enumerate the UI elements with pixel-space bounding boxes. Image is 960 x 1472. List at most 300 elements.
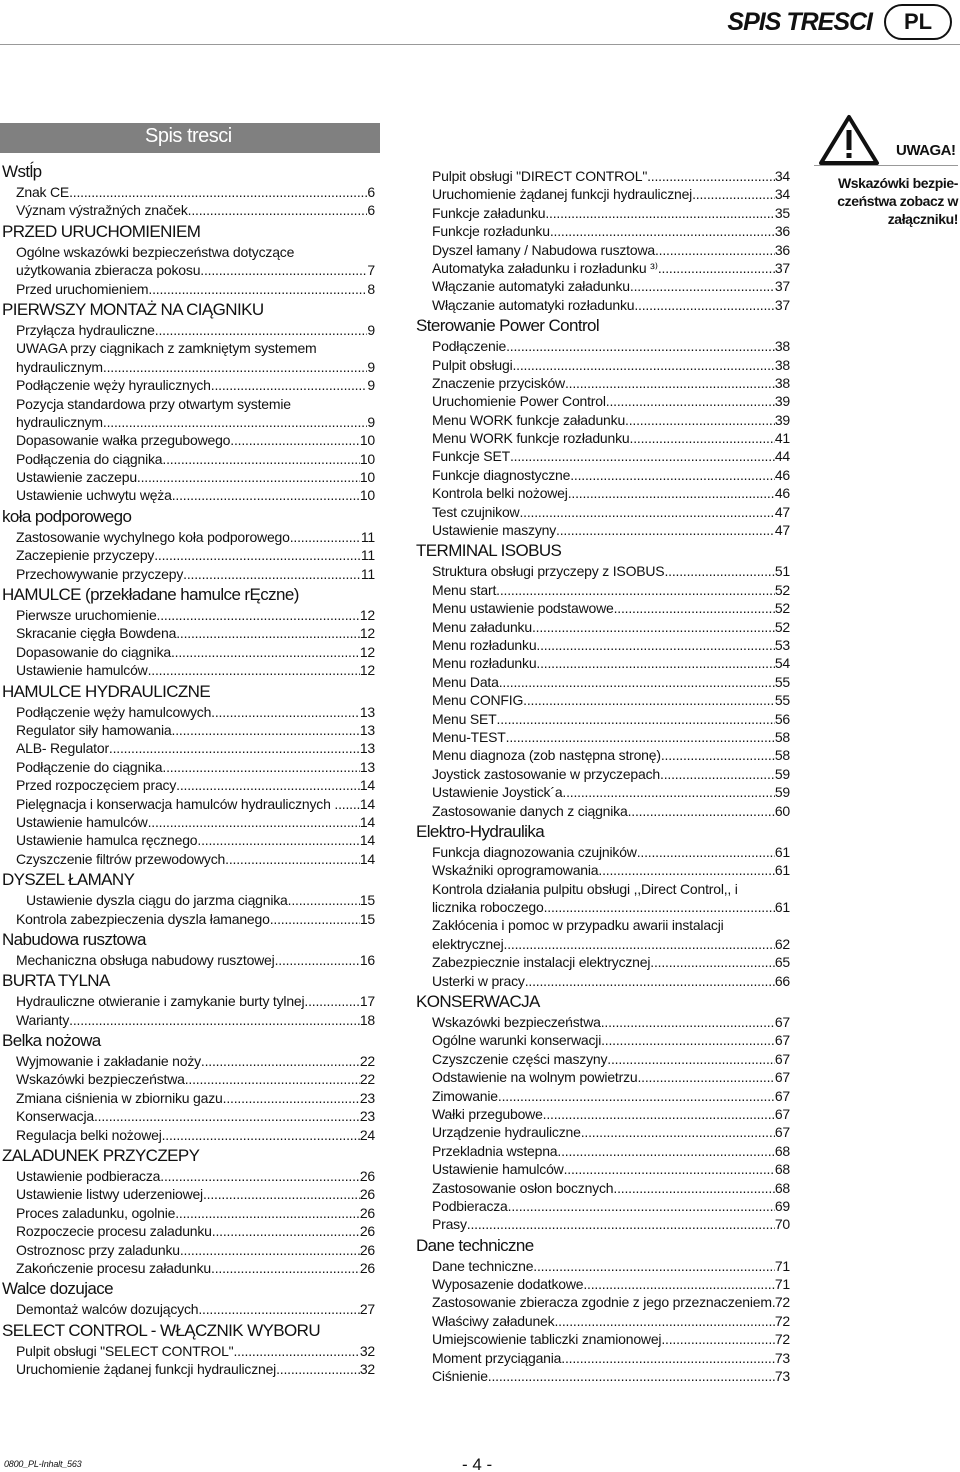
- toc-entry-title: Význam výstražných značek: [16, 202, 188, 219]
- toc-entry: [2, 183, 375, 201]
- toc-dot-leader: [69, 183, 367, 201]
- toc-dot-leader: [172, 486, 360, 504]
- toc-entry-page: 8: [367, 280, 375, 297]
- toc-dot-leader: [637, 1068, 774, 1086]
- toc-entry: [416, 562, 790, 580]
- toc-entry: [416, 728, 790, 746]
- toc-dot-leader: [201, 1052, 360, 1070]
- toc-entry: [2, 1052, 375, 1070]
- toc-entry-page: 26: [359, 1259, 375, 1276]
- toc-dot-leader: [94, 1107, 360, 1125]
- toc-entry-title: Demontaż walców dozujących: [16, 1301, 199, 1318]
- toc-dot-leader: [290, 528, 361, 546]
- toc-dot-leader: [162, 450, 359, 468]
- toc-entry-page: 44: [774, 448, 790, 465]
- toc-entry-line: Pozycja standardowa przy otwartym systemie: [16, 395, 291, 412]
- toc-entry: [416, 599, 790, 617]
- toc-dot-leader: [510, 447, 775, 465]
- toc-dot-leader: [570, 466, 775, 484]
- toc-dot-leader: [171, 643, 360, 661]
- toc-entry: [416, 1367, 790, 1385]
- toc-entry-page: 59: [774, 765, 790, 782]
- toc-dot-leader: [211, 376, 368, 394]
- toc-entry-page: 26: [359, 1186, 375, 1203]
- toc-entry: [2, 758, 375, 776]
- toc-entry: [2, 376, 375, 394]
- toc-dot-leader: [536, 654, 774, 672]
- toc-entry: [416, 185, 790, 203]
- toc-entry-title: Automatyka załadunku i rozładunku ³⁾: [432, 259, 658, 276]
- toc-entry: [416, 1349, 790, 1367]
- toc-dot-leader: [197, 831, 359, 849]
- toc-entry-page: 11: [360, 528, 375, 545]
- toc-entry-title: Przechowywanie przyczepy: [16, 565, 184, 582]
- toc-entry-title: Pielęgnacja i konserwacja hamulców hydraulicznych ..: [16, 795, 342, 812]
- toc-entry-page: 68: [774, 1161, 790, 1178]
- toc-entry-page: 36: [774, 241, 790, 258]
- toc-entry-page: 70: [774, 1216, 790, 1233]
- toc-entry: [416, 1197, 790, 1215]
- toc-entry: [2, 1126, 375, 1144]
- toc-entry-title: Wskazówki bezpieczeństwa: [16, 1071, 185, 1088]
- toc-entry-page: 61: [774, 862, 790, 879]
- toc-dot-leader: [148, 661, 360, 679]
- toc-entry-title: Rozpoczecie procesu zaladunku: [16, 1223, 212, 1240]
- toc-entry: [2, 546, 375, 564]
- toc-entry-page: 67: [774, 1014, 790, 1031]
- toc-entry-page: 34: [774, 186, 790, 203]
- toc-banner-title: Spis tresci: [145, 125, 232, 147]
- toc-entry-page: 9: [367, 358, 375, 375]
- toc-entry-title: Wskazówki bezpieczeństwa: [432, 1014, 601, 1031]
- toc-entry-title: Ustawienie hamulców: [16, 662, 148, 679]
- toc-entry-page: 17: [359, 993, 375, 1010]
- warning-note: [814, 174, 958, 228]
- warning-triangle-icon: [818, 114, 880, 166]
- toc-left-column: [2, 160, 375, 1379]
- toc-entry-page: 11: [360, 565, 375, 582]
- toc-entry-page: 55: [774, 692, 790, 709]
- toc-entry-page: 36: [774, 223, 790, 240]
- toc-dot-leader: [628, 802, 775, 820]
- toc-entry-page: 10: [359, 487, 375, 504]
- toc-entry-title: Wskaźniki oprogramowania: [432, 862, 599, 879]
- toc-entry: [416, 861, 790, 879]
- toc-entry-page: 72: [774, 1294, 790, 1311]
- toc-dot-leader: [607, 1050, 775, 1068]
- toc-dot-leader: [496, 581, 775, 599]
- toc-entry-page: 22: [359, 1053, 375, 1070]
- toc-entry-page: 35: [774, 204, 790, 221]
- toc-dot-leader: [172, 721, 360, 739]
- toc-section-heading: BURTA TYLNA: [2, 971, 110, 991]
- toc-dot-leader: [601, 1013, 775, 1031]
- document-code: 0800_PL-Inhalt_563: [4, 1459, 82, 1469]
- toc-entry-page: 67: [774, 1124, 790, 1141]
- toc-entry-page: 38: [774, 338, 790, 355]
- toc-entry-title: Moment przyciągania: [432, 1349, 562, 1366]
- toc-entry-title: Urządzenie hydrauliczne: [432, 1124, 581, 1141]
- toc-entry: [2, 643, 375, 661]
- toc-entry: [416, 1050, 790, 1068]
- toc-dot-leader: [581, 1123, 775, 1141]
- header-divider: [0, 44, 960, 45]
- toc-entry-title: Usterki w pracy: [432, 972, 525, 989]
- toc-dot-leader: [536, 636, 774, 654]
- toc-entry-title: Podłączenie węży hyraulicznych: [16, 377, 211, 394]
- page-number: - 4 -: [462, 1455, 493, 1472]
- toc-entry-title: Pulpit obsługi "DIRECT CONTROL": [432, 168, 648, 184]
- toc-dot-leader: [157, 606, 360, 624]
- toc-entry-title: Funkcja diagnozowania czujników: [432, 843, 637, 860]
- toc-entry: [416, 1215, 790, 1233]
- toc-entry-title: licznika roboczego: [432, 899, 544, 916]
- toc-entry: [416, 581, 790, 599]
- toc-entry: [2, 606, 375, 624]
- toc-entry-title: Właściwy załadunek: [432, 1312, 555, 1329]
- toc-entry: [416, 222, 790, 240]
- toc-entry: [416, 259, 790, 277]
- page-header-title: SPIS TRESCI: [727, 8, 872, 36]
- toc-entry: [416, 953, 790, 971]
- toc-entry-page: 71: [774, 1257, 790, 1274]
- toc-dot-leader: [568, 484, 775, 502]
- toc-entry: [2, 795, 375, 813]
- toc-dot-leader: [270, 910, 360, 928]
- toc-dot-leader: [162, 758, 359, 776]
- toc-entry-title: Funkcje SET: [432, 448, 510, 465]
- toc-dot-leader: [467, 1215, 775, 1233]
- toc-entry: [416, 843, 790, 861]
- toc-dot-leader: [664, 562, 774, 580]
- toc-dot-leader: [630, 277, 775, 295]
- toc-entry: [416, 1031, 790, 1049]
- toc-entry-page: 56: [774, 710, 790, 727]
- toc-section-heading: Dane techniczne: [416, 1235, 534, 1255]
- toc-dot-leader: [660, 765, 775, 783]
- toc-dot-leader: [211, 1259, 360, 1277]
- toc-entry: [2, 1107, 375, 1125]
- toc-entry: [2, 1360, 375, 1378]
- toc-entry: [416, 1068, 790, 1086]
- toc-entry-page: 59: [774, 784, 790, 801]
- toc-dot-leader: [556, 521, 775, 539]
- toc-dot-leader: [601, 1031, 775, 1049]
- toc-entry-page: 60: [774, 802, 790, 819]
- toc-entry-title: Zabezpiecznie instalacji elektrycznej: [432, 954, 651, 971]
- toc-entry-title: Zastosowanie danych z ciągnika: [432, 802, 628, 819]
- toc-entry: [416, 296, 790, 314]
- toc-entry: [416, 484, 790, 502]
- toc-entry-title: Pulpit obsługi "SELECT CONTROL": [16, 1342, 234, 1359]
- toc-entry-page: 58: [774, 747, 790, 764]
- toc-section-heading: KONSERWACJA: [416, 992, 540, 1012]
- toc-entry: [416, 337, 790, 355]
- toc-entry-page: 26: [359, 1223, 375, 1240]
- toc-section-heading: Sterowanie Power Control: [416, 316, 600, 336]
- toc-entry-page: 18: [359, 1011, 375, 1028]
- toc-entry-page: 10: [359, 432, 375, 449]
- toc-entry-page: 6: [367, 202, 375, 219]
- toc-entry-page: 62: [774, 935, 790, 952]
- toc-entry: [2, 1342, 375, 1360]
- toc-entry-title: Regulacja belki nożowej: [16, 1126, 162, 1143]
- toc-entry-page: 46: [774, 485, 790, 502]
- toc-section-heading: PIERWSZY MONTAŻ NA CIĄGNIKU: [2, 299, 264, 319]
- toc-entry: [2, 1070, 375, 1088]
- toc-dot-leader: [504, 935, 775, 953]
- toc-entry: [2, 431, 375, 449]
- toc-dot-leader: [545, 204, 774, 222]
- toc-entry-title: Podbieracza: [432, 1197, 508, 1214]
- warning-note-line: załączniku!: [887, 211, 958, 227]
- toc-entry-page: 39: [774, 393, 790, 410]
- toc-entry-page: 67: [774, 1032, 790, 1049]
- toc-section-heading: ZALADUNEK PRZYCZEPY: [2, 1146, 200, 1166]
- toc-entry-page: 55: [774, 673, 790, 690]
- toc-entry: [416, 447, 790, 465]
- toc-entry-page: 10: [359, 450, 375, 467]
- toc-dot-leader: [543, 1105, 775, 1123]
- toc-entry: [2, 776, 375, 794]
- toc-entry-title: Menu WORK funkcje rozładunku: [432, 430, 630, 447]
- toc-entry: [2, 468, 375, 486]
- toc-dot-leader: [557, 1142, 774, 1160]
- toc-entry-page: 26: [359, 1168, 375, 1185]
- toc-entry: [2, 280, 375, 298]
- toc-entry-title: Struktura obsługi przyczepy z ISOBUS: [432, 563, 665, 580]
- toc-dot-leader: [634, 296, 774, 314]
- toc-entry-page: 67: [774, 1087, 790, 1104]
- toc-entry-line: Zakłócenia i pomoc w przypadku awarii instalacji: [432, 917, 724, 934]
- toc-dot-leader: [342, 795, 360, 813]
- toc-entry-title: Warianty: [16, 1011, 70, 1028]
- toc-dot-leader: [506, 337, 775, 355]
- toc-entry: [416, 356, 790, 374]
- toc-dot-leader: [275, 951, 360, 969]
- toc-entry: [2, 1011, 375, 1029]
- toc-section-heading: SELECT CONTROL - WŁĄCZNIK WYBORU: [2, 1320, 321, 1340]
- toc-entry-page: 26: [359, 1241, 375, 1258]
- toc-dot-leader: [499, 673, 775, 691]
- toc-entry-title: Czyszczenie części maszyny: [432, 1050, 608, 1067]
- toc-entry-title: Ustawienie zaczepu: [16, 469, 137, 486]
- toc-entry-title: Dopasowanie wałka przegubowego: [16, 432, 231, 449]
- toc-entry: [416, 392, 790, 410]
- toc-entry-title: Prasy: [432, 1216, 467, 1233]
- toc-entry-page: 12: [359, 662, 375, 679]
- toc-entry: [416, 204, 790, 222]
- toc-entry: [416, 167, 790, 185]
- toc-entry: [416, 1179, 790, 1197]
- toc-entry-title: Mechaniczna obsługa nabudowy rusztowej: [16, 951, 275, 968]
- toc-entry-page: 24: [359, 1126, 375, 1143]
- toc-dot-leader: [637, 843, 775, 861]
- toc-entry-page: 23: [359, 1108, 375, 1125]
- toc-entry: [2, 721, 375, 739]
- toc-entry-title: elektrycznej: [432, 935, 504, 952]
- toc-entry-title: Menu diagnoza (zob następna stronę): [432, 747, 661, 764]
- toc-entry-title: Przed uruchomieniem: [16, 280, 149, 297]
- toc-entry-page: 12: [359, 643, 375, 660]
- toc-entry: [2, 321, 375, 339]
- toc-entry: [2, 891, 375, 909]
- toc-dot-leader: [211, 703, 360, 721]
- toc-dot-leader: [692, 185, 775, 203]
- toc-entry-page: 39: [774, 411, 790, 428]
- toc-dot-leader: [103, 358, 368, 376]
- warning-note-line: czeństwa zobacz w: [837, 193, 958, 209]
- toc-entry: [416, 898, 790, 916]
- toc-dot-leader: [176, 776, 360, 794]
- toc-entry: [2, 1259, 375, 1277]
- toc-entry-title: Ogólne warunki konserwacji: [432, 1032, 602, 1049]
- toc-entry: [416, 1257, 790, 1275]
- toc-dot-leader: [103, 413, 368, 431]
- toc-entry-page: 14: [359, 813, 375, 830]
- toc-entry-page: 15: [359, 910, 375, 927]
- toc-section-heading: Wstĺp: [2, 162, 42, 181]
- toc-entry-title: Hydrauliczne otwieranie i zamykanie burty tylnej: [16, 993, 305, 1010]
- toc-dot-leader: [109, 739, 360, 757]
- toc-entry-page: 10: [359, 469, 375, 486]
- toc-entry: [2, 739, 375, 757]
- toc-entry-title: Skracanie cięgła Bowdena: [16, 625, 177, 642]
- toc-dot-leader: [532, 618, 775, 636]
- toc-entry-title: Uruchomienie Power Control: [432, 393, 606, 410]
- toc-section-heading: HAMULCE (przekładane hamulce rĘczne): [2, 585, 299, 605]
- toc-entry-page: 54: [774, 655, 790, 672]
- toc-entry-title: Przyłącza hydrauliczne: [16, 321, 155, 338]
- toc-dot-leader: [155, 321, 368, 339]
- toc-entry: [2, 951, 375, 969]
- toc-entry-title: Menu załadunku: [432, 618, 532, 635]
- toc-entry: [416, 710, 790, 728]
- toc-entry-title: Włączanie automatyki załadunku: [432, 278, 630, 295]
- toc-dot-leader: [183, 565, 361, 583]
- toc-dot-leader: [533, 1257, 775, 1275]
- toc-dot-leader: [525, 972, 775, 990]
- toc-entry-title: Zakończenie procesu załadunku: [16, 1259, 211, 1276]
- toc-entry: [416, 802, 790, 820]
- toc-entry-title: Menu ustawienie podstawowe: [432, 600, 614, 617]
- toc-dot-leader: [655, 241, 775, 259]
- toc-entry-page: 12: [359, 607, 375, 624]
- toc-entry-page: 26: [359, 1204, 375, 1221]
- toc-entry-title: Menu-TEST: [432, 728, 506, 745]
- toc-entry-page: 14: [359, 795, 375, 812]
- toc-dot-leader: [160, 1167, 360, 1185]
- toc-entry-title: Kontrola belki nożowej: [432, 485, 568, 502]
- toc-dot-leader: [148, 280, 367, 298]
- toc-dot-leader: [230, 431, 360, 449]
- toc-entry: [2, 528, 375, 546]
- toc-entry-page: 13: [359, 740, 375, 757]
- toc-entry: [416, 1330, 790, 1348]
- toc-entry-page: 14: [359, 832, 375, 849]
- toc-entry-title: Dyszel łamany / Nabudowa rusztowa: [432, 241, 655, 258]
- toc-entry: [2, 661, 375, 679]
- toc-entry-page: 51: [774, 563, 790, 580]
- toc-entry-title: Podłączenia do ciągnika: [16, 450, 163, 467]
- toc-entry-page: 47: [774, 522, 790, 539]
- toc-entry: [416, 1087, 790, 1105]
- toc-entry-title: Włączanie automatyki rozładunku: [432, 296, 635, 313]
- toc-entry: [416, 1293, 790, 1311]
- toc-entry-title: Proces zaladunku, ogolnie: [16, 1204, 176, 1221]
- toc-entry-title: Test czujnikow: [432, 503, 520, 520]
- toc-entry-page: 13: [359, 758, 375, 775]
- toc-entry-title: Zmiana ciśnienia w zbiorniku gazu: [16, 1089, 223, 1106]
- toc-entry: [416, 636, 790, 654]
- toc-entry-title: Znak CE: [16, 184, 70, 200]
- toc-entry-title: Ciśnienie: [432, 1368, 488, 1385]
- toc-entry: [2, 1204, 375, 1222]
- toc-entry-title: Pulpit obsługi: [432, 356, 513, 373]
- toc-entry-page: 9: [367, 377, 375, 394]
- toc-entry-title: Uruchomienie żądanej funkcji hydraulicznej: [16, 1361, 277, 1378]
- toc-dot-leader: [188, 201, 368, 219]
- toc-entry-page: 32: [359, 1361, 375, 1378]
- toc-entry-title: Menu SET: [432, 710, 497, 727]
- toc-dot-leader: [606, 392, 775, 410]
- toc-entry-page: 34: [774, 168, 790, 184]
- toc-entry-title: Wyposazenie dodatkowe: [432, 1276, 584, 1293]
- toc-entry-title: Ustawienie hamulców: [16, 813, 148, 830]
- toc-entry-title: Ustawienie hamulców: [432, 1161, 564, 1178]
- toc-entry-title: Podłączenie: [432, 338, 507, 355]
- toc-entry-title: Funkcje rozładunku: [432, 223, 550, 240]
- toc-entry-title: Ustawienie dyszla ciągu do jarzma ciągnika: [26, 892, 288, 909]
- toc-entry-line: Ogólne wskazówki bezpieczeństwa dotyczące: [16, 243, 295, 260]
- toc-dot-leader: [488, 1367, 775, 1385]
- toc-entry: [416, 1013, 790, 1031]
- toc-entry-title: Ustawienie Joystick´a: [432, 784, 563, 801]
- toc-entry-line: UWAGA przy ciągnikach z zamkniętym systemem: [16, 340, 317, 357]
- toc-dot-leader: [550, 222, 775, 240]
- toc-entry: [2, 486, 375, 504]
- toc-entry-page: 37: [774, 278, 790, 295]
- toc-dot-leader: [223, 1089, 360, 1107]
- toc-entry-page: 58: [774, 728, 790, 745]
- toc-entry: [416, 1142, 790, 1160]
- toc-entry: [416, 429, 790, 447]
- toc-entry-page: 16: [359, 951, 375, 968]
- toc-dot-leader: [233, 1342, 359, 1360]
- toc-entry-title: Ustawienie maszyny: [432, 522, 556, 539]
- toc-entry-page: 67: [774, 1050, 790, 1067]
- toc-dot-leader: [162, 1126, 360, 1144]
- toc-entry-title: Menu rozładunku: [432, 655, 537, 672]
- toc-dot-leader: [647, 167, 775, 185]
- toc-entry-page: 53: [774, 636, 790, 653]
- toc-entry-page: 11: [360, 547, 375, 564]
- toc-dot-leader: [554, 1312, 774, 1330]
- toc-dot-leader: [225, 850, 360, 868]
- toc-entry-title: Funkcje diagnostyczne: [432, 466, 571, 483]
- toc-dot-leader: [497, 710, 775, 728]
- toc-dot-leader: [561, 1349, 775, 1367]
- toc-dot-leader: [661, 746, 775, 764]
- toc-entry-title: Przekladnia wstepna: [432, 1142, 558, 1159]
- toc-entry-page: 65: [774, 954, 790, 971]
- toc-entry-page: 72: [774, 1312, 790, 1329]
- toc-entry: [416, 765, 790, 783]
- toc-section-heading: Elektro-Hydraulika: [416, 821, 545, 841]
- toc-entry: [416, 673, 790, 691]
- toc-entry-page: 67: [774, 1105, 790, 1122]
- toc-entry-title: Zimowanie: [432, 1087, 498, 1104]
